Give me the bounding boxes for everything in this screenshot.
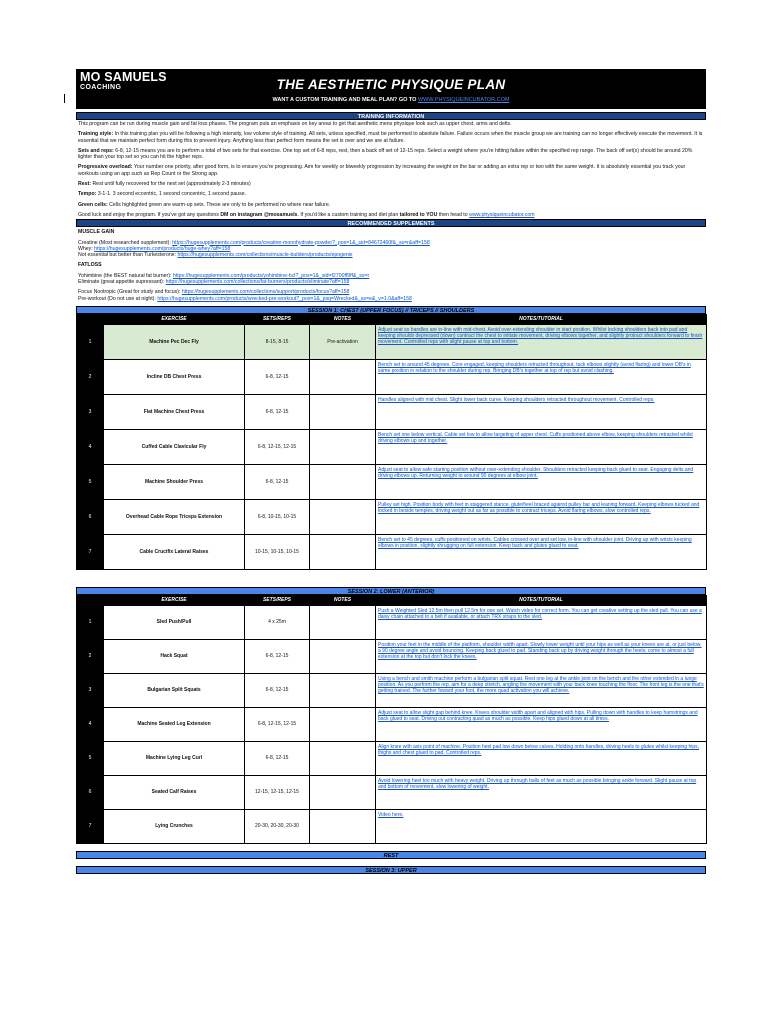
exercise-cell: Machine Lying Leg Curl	[104, 741, 245, 775]
sets-text: 6-8, 12-15 means you are to perform a total of two sets for that exercise. One top set of 6-8 reps, rest, then a back off set of 12-15 reps. Select a weight where you're hitting failure within the specified rep range. The back off set(s) should be around 20% lighter than your top set so you can hit the higher reps.	[78, 147, 693, 161]
col-sets: SETS/REPS	[245, 595, 310, 605]
logo-line1: MO SAMUELS	[80, 70, 167, 84]
session1-header-row	[77, 314, 707, 324]
preworkout-link[interactable]: https://hugesupplements.com/products/wrecked-pre-workout?_pos=1&_psq=Wrecked&_ss=e&_v=1.0&aff=158	[157, 295, 412, 302]
sets-cell: 6-8, 12-15	[245, 464, 310, 499]
sets-cell: 6-8, 12-15	[245, 394, 310, 429]
notes-cell	[310, 359, 376, 394]
table-row	[77, 741, 707, 775]
table-row	[77, 605, 707, 639]
rest-band: REST	[76, 851, 706, 859]
row-number: 7	[77, 534, 104, 569]
tutorial-link[interactable]: Pulley set high. Position body with feet in staggered stance, glute/heel braced against pulley bar and leaning forward. Keeping elbows tucked and locked in beside temples, driving weight out as far as possible to contract triceps. Avoid flaring elbows, slow controlled reps.	[376, 499, 707, 534]
notes-cell	[310, 673, 376, 707]
exercise-cell: Machine Pec Dec Fly	[104, 324, 245, 359]
rest-text: Rest until fully recovered for the next set (approximately 2-3 minutes)	[92, 181, 251, 188]
sets-cell: 20-30, 20-30, 20-30	[245, 809, 310, 843]
col-notes: NOTES	[310, 314, 376, 324]
row-number: 3	[77, 394, 104, 429]
style-label: Training style:	[78, 131, 114, 138]
session2-title: SESSION 2: LOWER (ANTERIOR)	[76, 587, 706, 595]
overload-text: Your number one priority, after good form, is to ensure you're progressing. Aim for weekly or biweekly progression by increasing the weight on the bar or adding an extra rep or two with the same weight. It is absolutely essential you track your workouts using an app such as Rep Count or the Strong app.	[78, 164, 686, 177]
exercise-cell: Incline DB Chest Press	[104, 359, 245, 394]
notes-cell	[310, 639, 376, 673]
sets-cell: 8-15, 8-15	[245, 324, 310, 359]
table-row	[77, 707, 707, 741]
rest-label: Rest:	[78, 181, 91, 188]
row-number: 2	[77, 639, 104, 673]
exercise-cell: Flat Machine Chest Press	[104, 394, 245, 429]
exercise-cell: Seated Calf Raises	[104, 775, 245, 809]
tutorial-link[interactable]: Bench set to 45 degrees, cuffs positioned on wrists. Cables crossed over and set low, in-line with shoulder joint. Driving up with wrists keeping elbows in position, slightly shrugging on full extension. Keep back and glutes glued to seat.	[376, 534, 707, 569]
exercise-cell: Cuffed Cable Clavicular Fly	[104, 429, 245, 464]
col-exercise: EXERCISE	[104, 314, 245, 324]
notes-cell	[310, 534, 376, 569]
tempo-text: 3-1-1. 3 second eccentric, 1 second concentric, 1 second pause.	[97, 191, 247, 198]
overload-label: Progressive overload:	[78, 164, 133, 171]
table-row	[77, 673, 707, 707]
tutorial-link[interactable]: Position your feet in the middle of the platform, shoulder width apart. Slowly lower weight until your hips as well as your knees are at, or just below, a 90 degree angle and avoid bouncing. Keeping back glued to pad. Standing back up by driving weight through the heels; come to almost a full extension at the top but don't lock the knees.	[376, 639, 707, 673]
row-number: 4	[77, 707, 104, 741]
col-exercise: EXERCISE	[104, 595, 245, 605]
whey-link[interactable]: https://hugesupplements.com/products/huge-whey?aff=158	[94, 245, 231, 252]
luck-text-e: then head to	[438, 211, 468, 218]
subtitle-link[interactable]: WWW.PHYSIQUEINCUBATOR.COM	[417, 97, 510, 103]
tutorial-link[interactable]: Bench set one below vertical. Cable set low to allow targeting of upper chest. Cuffs positioned above elbow, keeping shoulders retracted whilst driving elbows up and together.	[376, 429, 707, 464]
exercise-cell: Sled Push/Pull	[104, 605, 245, 639]
notes-cell	[310, 429, 376, 464]
focus-link[interactable]: https://hugesupplements.com/collections/support/products/focus?aff=158	[181, 289, 350, 296]
luck-text-c: . If you'd like a custom training and diet plan	[297, 211, 399, 218]
table-row	[77, 324, 707, 359]
muscle-gain-heading: MUSCLE GAIN	[78, 229, 115, 236]
row-number: 5	[77, 464, 104, 499]
sets-label: Sets and reps:	[78, 147, 114, 154]
exercise-cell: Hack Squat	[104, 639, 245, 673]
subtitle-text: WANT A CUSTOM TRAINING AND MEAL PLAN? GO TO	[272, 97, 417, 103]
sets-cell: 6-8, 12-15, 12-15	[245, 429, 310, 464]
table-row	[77, 394, 707, 429]
notes-cell	[310, 464, 376, 499]
table-row	[77, 464, 707, 499]
notes-cell	[310, 775, 376, 809]
session2-table	[76, 595, 707, 844]
supplements-heading: RECOMMENDED SUPPLEMENTS	[76, 219, 706, 227]
exercise-cell: Machine Seated Leg Extension	[104, 707, 245, 741]
sets-cell: 6-8, 12-15, 12-15	[245, 707, 310, 741]
row-number: 3	[77, 673, 104, 707]
yohimbine-label: Yohimbine (the BEST natural fat burner):	[78, 272, 172, 279]
sets-cell: 6-8, 12-15	[245, 359, 310, 394]
tempo-label: Tempo:	[78, 191, 97, 198]
header-banner	[76, 69, 706, 109]
physique-incubator-link[interactable]: www.physiqueincubator.com	[469, 211, 535, 218]
header-subtitle	[76, 97, 706, 103]
luck-instagram: DM on instagram @mosamuels	[220, 211, 298, 218]
training-info-body	[76, 120, 706, 218]
yohimbine-link[interactable]: https://hugesupplements.com/products/yohimbine-hcl?_pos=1&_sid=f2700ff9ff&_ss=r	[172, 272, 370, 279]
tutorial-link[interactable]: Handles aligned with mid chest. Slight lower back curve. Keeping shoulders retracted throughout movement. Controlled reps.	[376, 394, 707, 429]
table-row	[77, 499, 707, 534]
fatloss-heading: FATLOSS	[78, 262, 102, 269]
creatine-link[interactable]: https://hugesupplements.com/products/creatine-monohydrate-powder?_pos=1&_sid=84672460f&_ss=r&aff=158	[172, 239, 430, 246]
row-number: 6	[77, 775, 104, 809]
notes-cell	[310, 707, 376, 741]
supplements-body	[76, 227, 706, 302]
exercise-cell: Bulgarian Split Squats	[104, 673, 245, 707]
sets-cell: 10-15, 10-15, 10-15	[245, 534, 310, 569]
sets-cell: 6-8, 12-15	[245, 673, 310, 707]
progressive-overload	[76, 164, 706, 177]
row-number: 6	[77, 499, 104, 534]
sets-cell: 4 x 25m	[245, 605, 310, 639]
row-number: 4	[77, 429, 104, 464]
turkesterone-link[interactable]: https://hugesupplements.com/collections/muscle-builders/products/epogenix	[177, 252, 353, 259]
exercise-cell: Cable Crucifix Lateral Raises	[104, 534, 245, 569]
sets-reps	[76, 148, 706, 161]
notes-cell	[310, 809, 376, 843]
col-sets: SETS/REPS	[245, 314, 310, 324]
luck-tailored: tailored to YOU	[399, 211, 438, 218]
training-style	[76, 131, 706, 144]
table-row	[77, 534, 707, 569]
whey-label: Whey:	[78, 245, 93, 252]
col-num	[77, 314, 104, 324]
creatine-label: Creatine (Most researched supplement):	[78, 239, 171, 246]
intro-text: This program can be run during muscle gain and fat loss phases. The program puts an emphasis on key areas to get that aesthetic mens physique look such as upper chest, arms and delts.	[78, 121, 512, 127]
exercise-cell: Overhead Cable Rope Triceps Extension	[104, 499, 245, 534]
col-tutorial: NOTES/TUTORIAL	[376, 314, 707, 324]
col-notes: NOTES	[310, 595, 376, 605]
tutorial-link[interactable]: Using a bench and smith machine perform a bulgarian split squat. Rest one leg at the ankle joint on the bench and the other extended in a lunge position. As you perform the rep, aim for a deep stretch, angling the movement with your back knee touching the floor. The front leg is the one that's getting trained. The further foward your foot, the more quad activation you will achieve.	[376, 673, 707, 707]
sets-cell: 6-8, 12-15	[245, 741, 310, 775]
session2-header-row	[77, 595, 707, 605]
table-row	[77, 809, 707, 843]
session1-table	[76, 314, 707, 570]
table-row	[77, 359, 707, 394]
sets-cell: 12-15, 12-15, 12-15	[245, 775, 310, 809]
notes-cell	[310, 499, 376, 534]
tutorial-link[interactable]: Push a Weighted Sled 12.5m then pull 12.5m for one set. Watch video for correct form. You can get creative setting up the sled pull. You can use a daisy chain attached to a belt if available, or attach TRX straps to the sled.	[376, 605, 707, 639]
notes-cell	[310, 605, 376, 639]
tutorial-link[interactable]: Bench set to around 45 degrees. Core engaged, keeping shoulders retracted throughout, tuck elbows slightly (avoid flaring) and lower DB's in same position in relation to the shoulder during rep. Bringing DB's together at top of rep but avoid clashing.	[376, 359, 707, 394]
tutorial-link[interactable]: Adjust seat so handles are in-line with mid-chest. Avoid over-extending shoulder in start position. Whilst locking shoulders back into pad and keeping shoulds depressed (down) contract the chest to initiate movement, driving elbows together, and slightly protract shoulders forward to finish movement. Controlled reps with slight pause at top and bottom.	[376, 324, 707, 359]
text-cursor	[64, 94, 65, 103]
spreadsheet	[76, 69, 706, 874]
luck-text-a: Good luck and enjoy the program. If you've got any questions	[78, 211, 219, 218]
session1-title: SESSION 1: CHEST (UPPER FOCUS) // TRICEPS // SHOULDERS	[76, 306, 706, 314]
training-info-heading: TRAINING INFORMATION	[76, 112, 706, 120]
tutorial-link[interactable]: Video here.	[376, 809, 707, 843]
focus-label: Focus Nootropic (Great for study and focus):	[78, 289, 181, 296]
green-text: Cells highlighted green are warm-up sets. These are only to be performed no where near failure.	[109, 201, 331, 208]
notes-cell: Pre-activation	[310, 324, 376, 359]
logo-line2: COACHING	[80, 83, 122, 91]
exercise-cell: Machine Shoulder Press	[104, 464, 245, 499]
eliminate-link[interactable]: https://hugesupplements.com/collections/fat-burners/products/eliminate?aff=158	[165, 279, 350, 286]
row-number: 5	[77, 741, 104, 775]
sets-cell: 6-8, 12-15	[245, 639, 310, 673]
session3-title: SESSION 3: UPPER	[76, 866, 706, 874]
table-row	[77, 639, 707, 673]
style-text: In this training plan you will be following a high intensity, low volume style of training. All sets, unless specified, must be performed to absolute failure. Failure occurs when the muscle group we are training can no longer effectively execute the movement. It is essential that we maintain perfect form during this to prevent injury. Anything less than perfect form means the set is over and we are at failure.	[78, 131, 703, 144]
turkesterone-label: Not essential but better than Turkesterone:	[78, 252, 177, 259]
exercise-cell: Lying Crunches	[104, 809, 245, 843]
col-tutorial: NOTES/TUTORIAL	[376, 595, 707, 605]
tutorial-link[interactable]: Align knee with axis point of machine. Position heel pad low down below calves. Holding onto handles, driving heels to glutes whilst keeping hips, thighs and chest glued to pad. Controlled reps.	[376, 741, 707, 775]
table-row	[77, 429, 707, 464]
notes-cell	[310, 394, 376, 429]
table-row	[77, 775, 707, 809]
notes-cell	[310, 741, 376, 775]
row-number: 1	[77, 605, 104, 639]
col-num	[77, 595, 104, 605]
row-number: 7	[77, 809, 104, 843]
green-label: Green cells:	[78, 201, 108, 208]
tutorial-link[interactable]: Adjust seat to allow safe starting position without over-extending shoulder. Shoulders retracted keeping back glued to seat. Engaging delts and driving elbows up. Returning weight to around 90 degrees at elbow joint.	[376, 464, 707, 499]
good-luck	[76, 212, 706, 218]
tutorial-link[interactable]: Adjust seat to allow slight gap behind knee. Knees shoulder width apart and aligned with hips. Pulling down with handles to keep hamstrings and back glued to seat. Driving out contracting quad as much as possible. Keep hips glued down at all times.	[376, 707, 707, 741]
sets-cell: 6-8, 10-15, 10-15	[245, 499, 310, 534]
preworkout-label: Pre-workout (Do not use at night):	[78, 295, 156, 302]
eliminate-label: Eliminate (great appetite supressant):	[78, 279, 165, 286]
page-title: THE AESTHETIC PHYSIQUE PLAN	[276, 77, 506, 92]
row-number: 2	[77, 359, 104, 394]
row-number: 1	[77, 324, 104, 359]
tutorial-link[interactable]: Avoid lowering heel too much with heavy weight. Driving up through balls of feet as much as possible bringing ankle forward. Slight pause at top and bottom of movement, slow lowering of weight.	[376, 775, 707, 809]
